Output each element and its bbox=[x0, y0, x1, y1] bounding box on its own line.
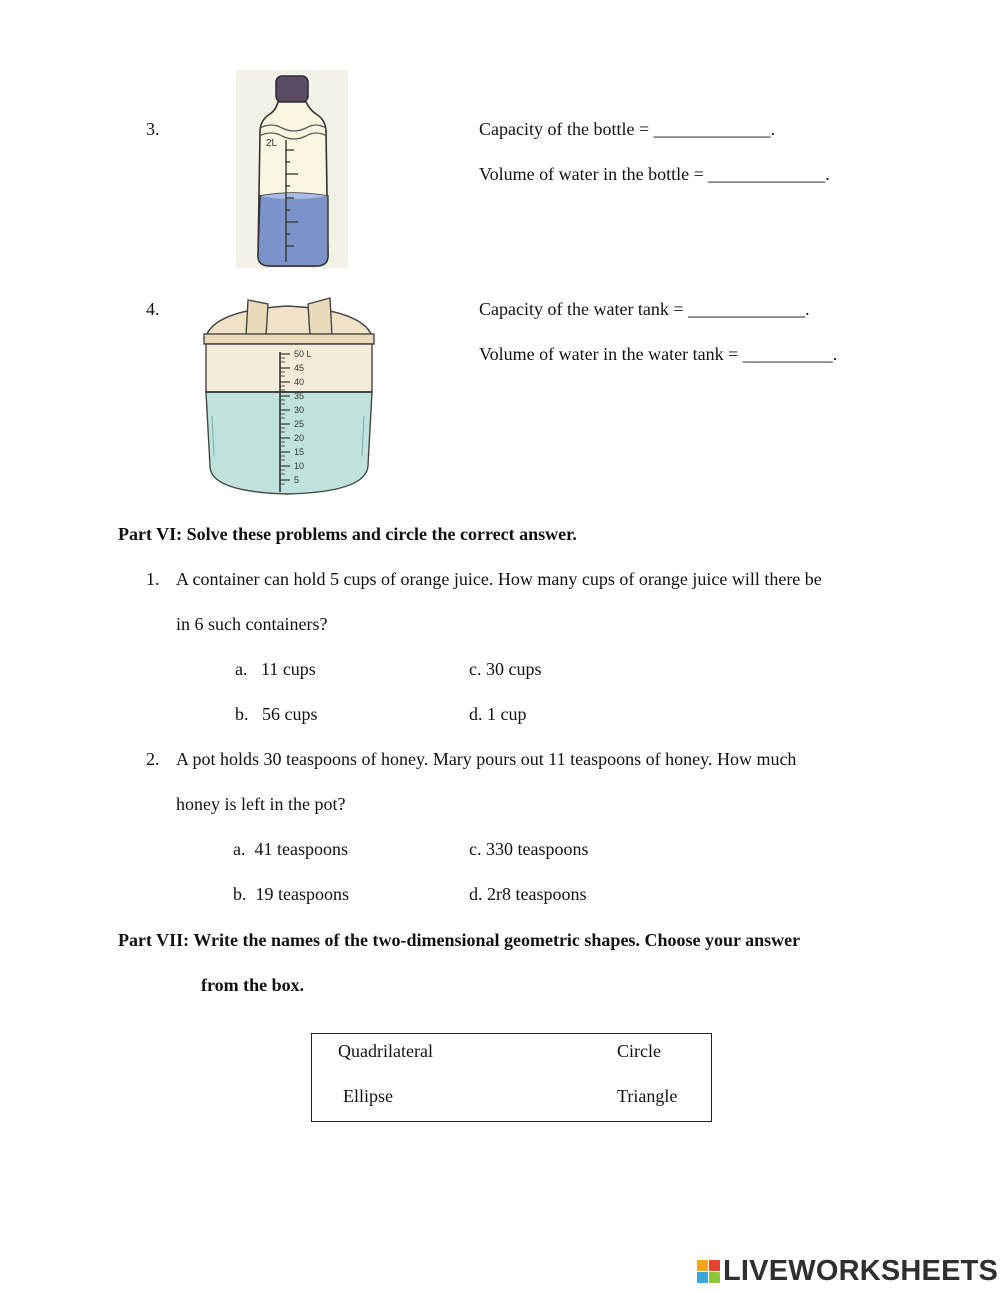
tank-scale-label: 25 bbox=[294, 419, 305, 429]
question-2-option-d[interactable]: d. 2r8 teaspoons bbox=[469, 884, 587, 904]
logo-blocks-icon bbox=[697, 1260, 720, 1283]
word-bank-quadrilateral: Quadrilateral bbox=[338, 1041, 433, 1061]
liveworksheets-logo[interactable] bbox=[697, 1254, 998, 1288]
tank-scale-label: 30 bbox=[294, 405, 305, 415]
tank-volume-question: Volume of water in the water tank = __________. bbox=[479, 344, 838, 364]
question-1-option-d[interactable]: d. 1 cup bbox=[469, 704, 527, 724]
tank-scale-label: 10 bbox=[294, 461, 305, 471]
tank-capacity-question: Capacity of the water tank = _____________. bbox=[479, 299, 810, 319]
tank-scale-label: 40 bbox=[294, 377, 305, 387]
bottle-capacity-question: Capacity of the bottle = _____________. bbox=[479, 119, 776, 139]
question-1-number: 1. bbox=[146, 569, 160, 589]
item-3-number: 3. bbox=[146, 119, 160, 139]
bottle-volume-question: Volume of water in the bottle = _____________. bbox=[479, 164, 830, 184]
water-tank-illustration bbox=[196, 296, 382, 496]
question-2-number: 2. bbox=[146, 749, 160, 769]
bottle-2l-label: 2L bbox=[266, 138, 278, 149]
word-bank-circle: Circle bbox=[617, 1041, 661, 1061]
question-1-option-c[interactable]: c. 30 cups bbox=[469, 659, 542, 679]
question-2-text: A pot holds 30 teaspoons of honey. Mary pours out 11 teaspoons of honey. How much bbox=[176, 749, 797, 769]
question-2-text-cont: honey is left in the pot? bbox=[176, 794, 346, 814]
tank-scale-label: 35 bbox=[294, 391, 305, 401]
word-bank-ellipse: Ellipse bbox=[343, 1086, 393, 1106]
question-1-option-b[interactable]: b. 56 cups bbox=[235, 704, 318, 724]
bottle-illustration bbox=[236, 70, 348, 268]
question-2-option-b[interactable]: b. 19 teaspoons bbox=[233, 884, 349, 904]
tank-scale-label: 45 bbox=[294, 363, 305, 373]
tank-scale-label: 20 bbox=[294, 433, 305, 443]
word-bank-triangle: Triangle bbox=[617, 1086, 678, 1106]
logo-text: LIVEWORKSHEETS bbox=[723, 1254, 999, 1287]
tank-scale-label: 15 bbox=[294, 447, 305, 457]
question-1-option-a[interactable]: a. 11 cups bbox=[235, 659, 316, 679]
tank-scale-label: 50 L bbox=[294, 349, 312, 359]
question-1-text: A container can hold 5 cups of orange juice. How many cups of orange juice will there be bbox=[176, 569, 822, 589]
question-1-text-cont: in 6 such containers? bbox=[176, 614, 328, 634]
question-2-option-c[interactable]: c. 330 teaspoons bbox=[469, 839, 589, 859]
part-7-heading: Part VII: Write the names of the two-dimensional geometric shapes. Choose your answer bbox=[118, 930, 801, 950]
part-7-heading-cont: from the box. bbox=[201, 975, 305, 995]
question-2-option-a[interactable]: a. 41 teaspoons bbox=[233, 839, 348, 859]
item-4-number: 4. bbox=[146, 299, 160, 319]
tank-scale-label: 5 bbox=[294, 475, 300, 485]
part-6-heading: Part VI: Solve these problems and circle the correct answer. bbox=[118, 524, 577, 544]
